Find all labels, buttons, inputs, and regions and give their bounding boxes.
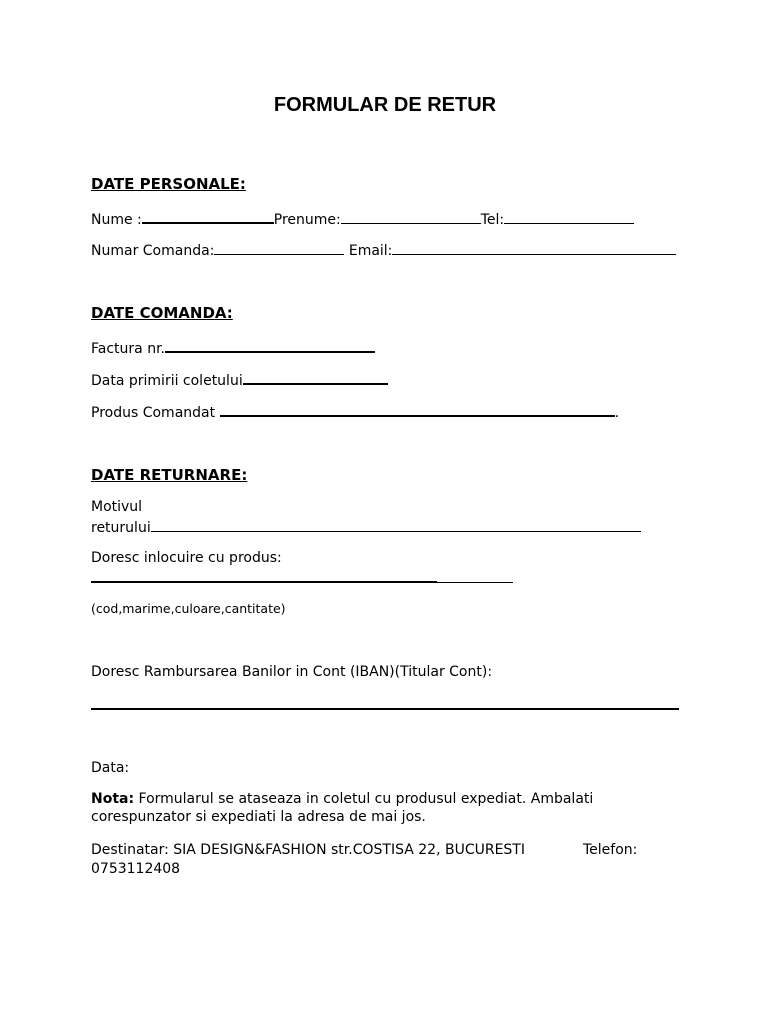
product-label: Produs Comandat	[91, 405, 216, 421]
invoice-field[interactable]	[165, 337, 375, 353]
iban-field[interactable]	[91, 694, 679, 710]
invoice-row	[91, 337, 375, 358]
order-data-heading: DATE COMANDA:	[91, 304, 233, 322]
reason-label-line-1: Motivul	[91, 499, 143, 515]
page-title: FORMULAR DE RETUR	[273, 94, 497, 116]
note-text-1: Formularul se ataseaza in coletul cu produsul expediat. Ambalati	[138, 791, 594, 807]
invoice-label: Factura nr.	[91, 341, 165, 357]
received-date-label: Data primirii coletului	[91, 373, 243, 389]
note-line-1	[91, 790, 593, 808]
email-field[interactable]	[392, 240, 676, 255]
surname-field[interactable]	[341, 209, 481, 224]
recipient-address: Destinatar: SIA DESIGN&FASHION str.COSTISA 22, BUCURESTI	[91, 842, 525, 858]
reason-row	[91, 517, 641, 537]
note-line-2: corespunzator si expediati la adresa de mai jos.	[91, 809, 426, 825]
received-date-row	[91, 369, 388, 390]
replacement-hint: (cod,marime,culoare,cantitate)	[91, 601, 286, 616]
surname-label: Prenume:	[273, 212, 341, 228]
personal-row-2	[91, 240, 676, 260]
name-label: Nume :	[91, 212, 142, 228]
product-row	[91, 401, 619, 422]
order-number-field[interactable]	[214, 240, 344, 255]
phone-number: 0753112408	[91, 861, 181, 877]
received-date-field[interactable]	[243, 369, 388, 385]
phone-field[interactable]	[504, 209, 634, 224]
replacement-label: Doresc inlocuire cu produs:	[91, 550, 282, 566]
replacement-field[interactable]	[91, 567, 437, 583]
reason-field[interactable]	[151, 517, 641, 532]
reason-label-line-2: returului	[91, 520, 151, 536]
refund-label: Doresc Rambursarea Banilor in Cont (IBAN)(Titular Cont):	[91, 664, 493, 680]
date-label: Data:	[91, 760, 130, 776]
personal-row-1	[91, 208, 634, 229]
product-field[interactable]	[220, 401, 615, 417]
replacement-field-extension[interactable]	[437, 568, 513, 583]
email-label: Email:	[348, 243, 393, 259]
personal-data-heading: DATE PERSONALE:	[91, 175, 246, 193]
name-field[interactable]	[142, 208, 274, 224]
replacement-row	[91, 567, 513, 588]
iban-row	[91, 694, 679, 715]
product-end: .	[614, 405, 620, 421]
phone-footer-label: Telefon:	[583, 842, 638, 858]
return-data-heading: DATE RETURNARE:	[91, 466, 248, 484]
order-number-label: Numar Comanda:	[91, 243, 215, 259]
note-bold-label: Nota:	[91, 791, 135, 807]
phone-label: Tel:	[480, 212, 505, 228]
